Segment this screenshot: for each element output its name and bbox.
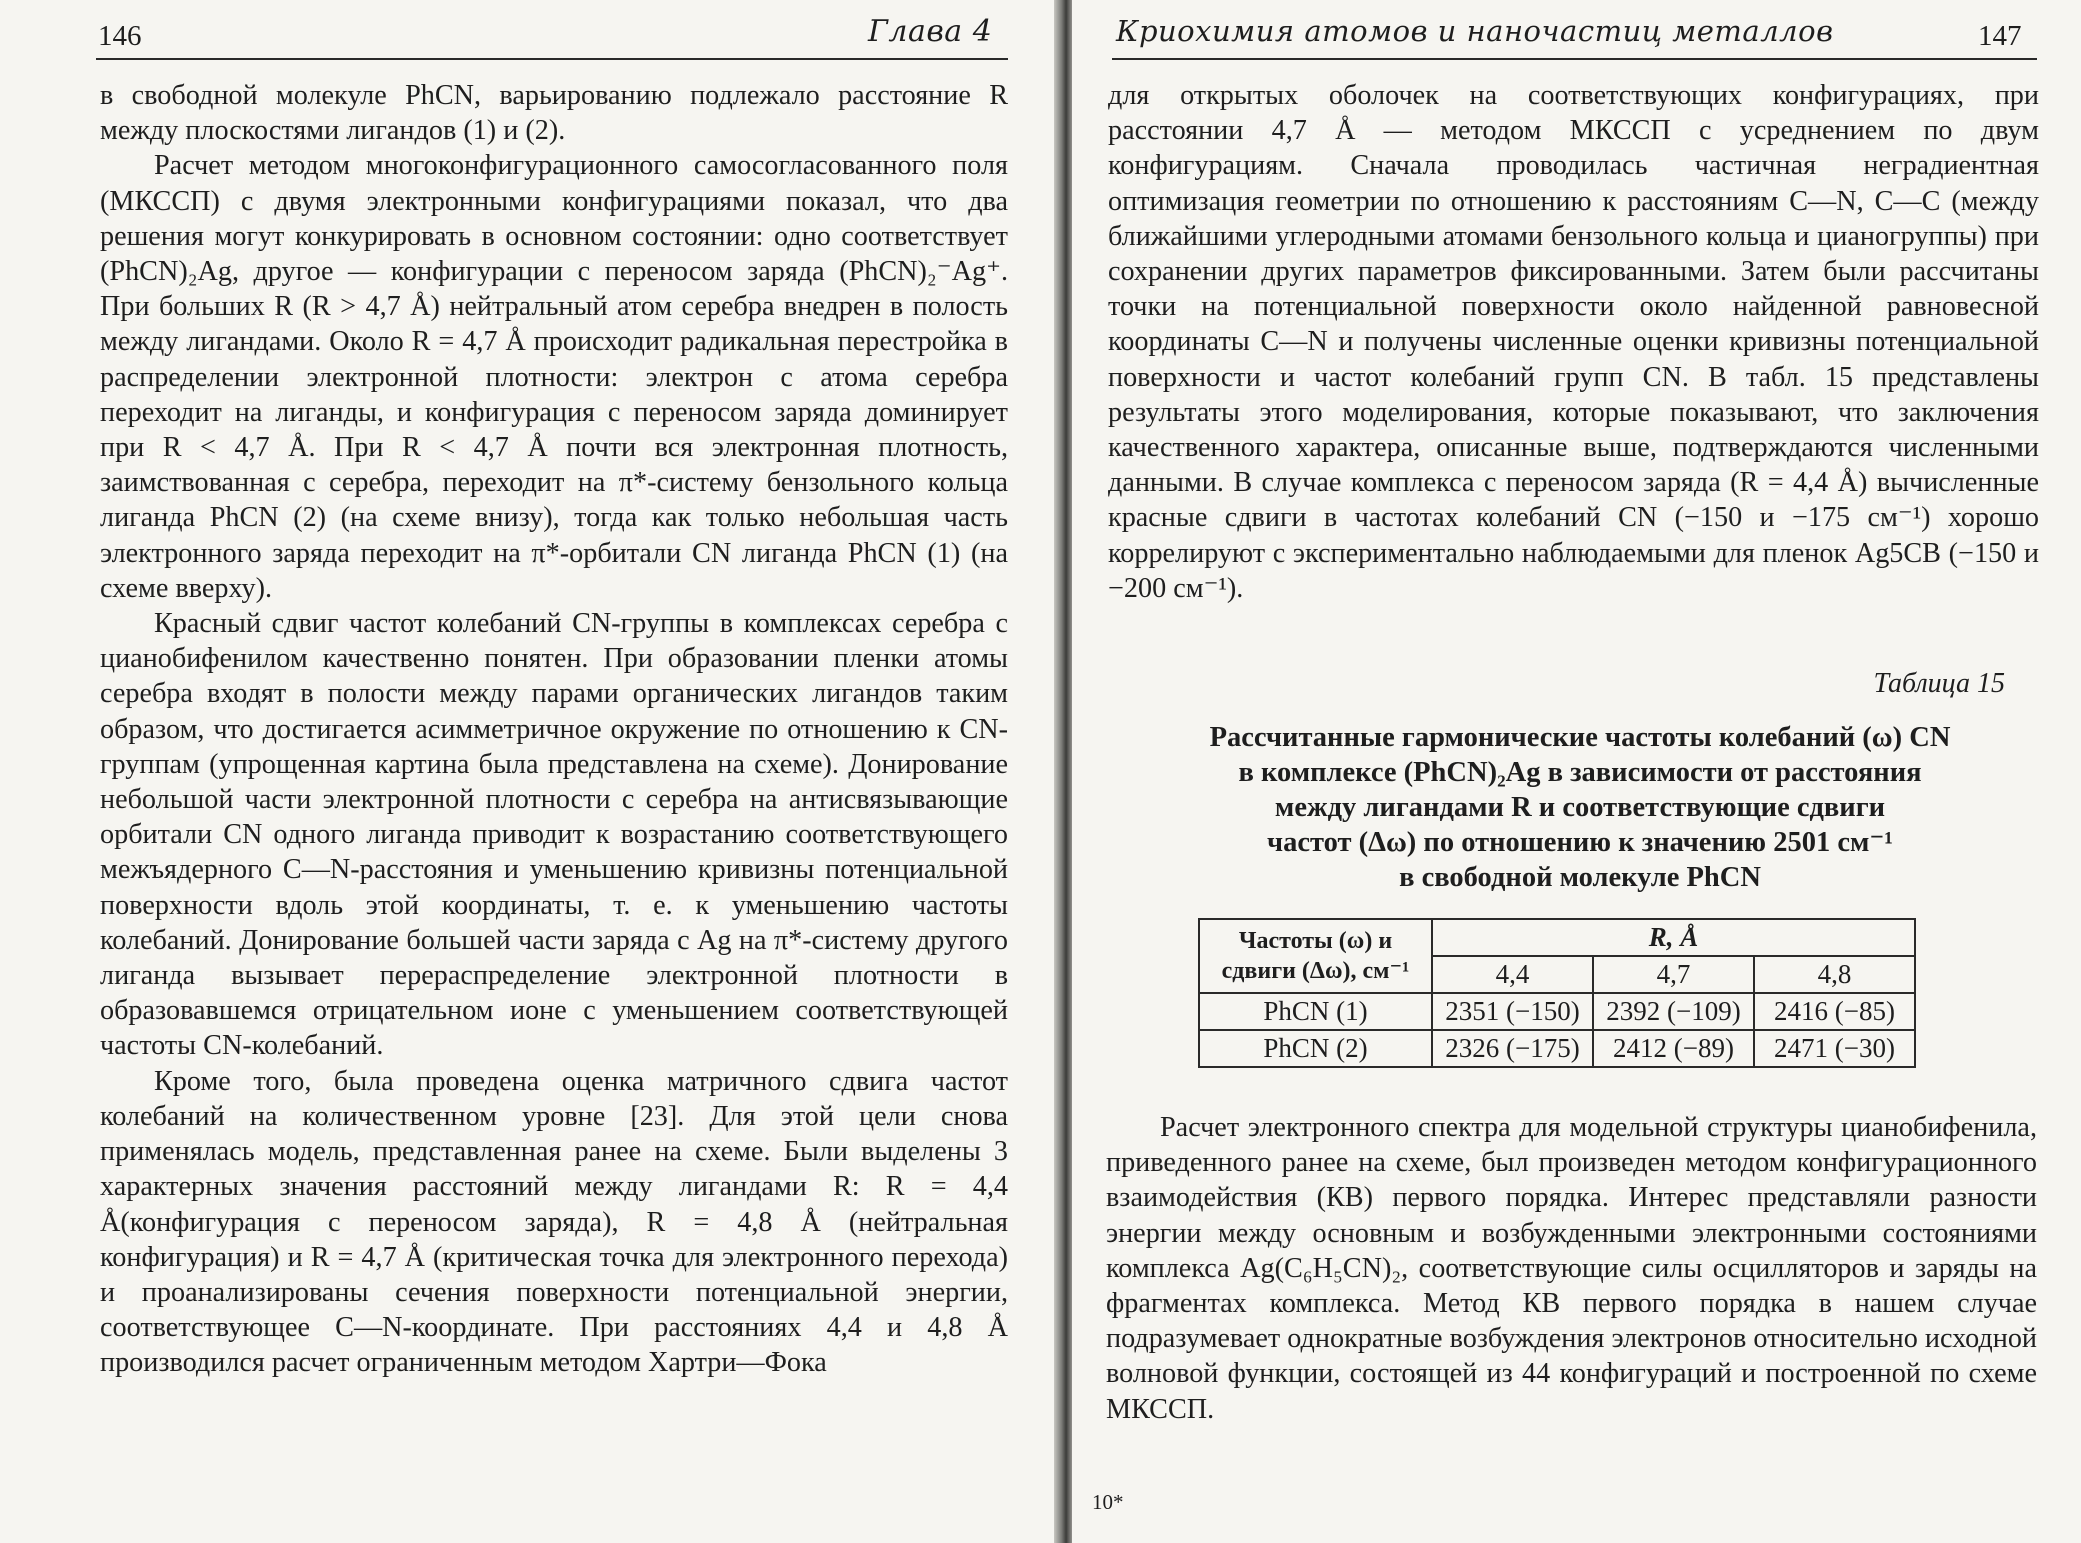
running-title-left: Глава 4 xyxy=(868,14,993,49)
paragraph: Расчет электронного спектра для модельной структуры цианобифенила, приведенного ранее на схеме, был произведен методом конфигурационного взаимодействия (КВ) первого порядка. Интерес представляли разности энергии между основным и возбужденными электронными состояниями комплекса Ag(C₆H₅CN)₂, соответствующие силы осцилляторов и заряды на фрагментах комплекса. Метод КВ первого порядка в нашем случае подразумевает однократные возбуждения электронов относительно исходной волновой функции, состоящей из 44 конфигураций и построенной по схеме МКССП. xyxy=(1106,1112,2037,1425)
r-header-cell: R, Å xyxy=(1432,919,1915,956)
caption-line: в свободной молекуле PhCN xyxy=(1399,862,1761,893)
page-number-right: 147 xyxy=(1978,20,2022,52)
paragraph: для открытых оболочек на соответствующих конфигурациях, при расстоянии 4,7 Å — методом МКССП с усреднением по двум конфигурациям. Сначала проводилась частичная неградиентная оптимизация геометрии по отношению к расстояниям C—N, C—C (между ближайшими углеродными атомами бензольного кольца и цианогруппы) при сохранении других параметров фиксированными. Затем были рассчитаны точки на потенциальной поверхности около найденной равновесной координаты C—N и получены численные оценки кривизны потенциальной поверхности и частот колебаний групп CN. В табл. 15 представлены результаты этого моделирования, которые показывают, что заключения качественного характера, описанные выше, подтверждаются численными данными. В случае комплекса с переносом заряда (R = 4,4 Å) вычисленные красные сдвиги в частотах колебаний CN (−150 и −175 см⁻¹) хорошо коррелируют с экспериментально наблюдаемыми для пленок Ag5CB (−150 и −200 см⁻¹). xyxy=(1108,80,2039,604)
page-number-left: 146 xyxy=(98,20,142,52)
table-cell: 2471 (−30) xyxy=(1754,1030,1915,1067)
row-label: PhCN (1) xyxy=(1199,993,1432,1030)
table-row xyxy=(1199,993,1915,1030)
header-rule-left xyxy=(96,58,1008,60)
column-header: 4,8 xyxy=(1754,956,1915,993)
running-title-right: Криохимия атомов и наночастиц металлов xyxy=(1116,14,1834,48)
paragraph: Красный сдвиг частот колебаний CN-группы в комплексах серебра с цианобифенилом качественно понятен. При образовании пленки атомы серебра входят в полости между парами органических лигандов таким образом, что достигается асимметричное окружение по отношению к CN-группам (упрощенная картина была представлена на схеме). Донирование небольшой части электронной плотности с серебра на антисвязывающие орбитали CN одного лиганда приводит к возрастанию соответствующего межъядерного C—N-расстояния и уменьшению кривизны потенциальной поверхности вдоль этой координаты, т. е. к уменьшению частоты колебаний. Донирование большей части заряда с Ag на π*-систему другого лиганда вызывает перераспределение электронной плотности в образовавшемся отрицательном ионе с уменьшением соответствующей частоты CN-колебаний. xyxy=(100,608,1008,1062)
table-row xyxy=(1199,1030,1915,1067)
row-header-line: сдвиги (Δω), см⁻¹ xyxy=(1221,958,1410,984)
table-label: Таблица 15 xyxy=(1873,668,2005,699)
table-header-row xyxy=(1199,919,1915,956)
column-header: 4,7 xyxy=(1593,956,1754,993)
caption-line: Рассчитанные гармонические частоты колебаний (ω) CN xyxy=(1209,722,1951,753)
table-cell: 2392 (−109) xyxy=(1593,993,1754,1030)
table-cell: 2351 (−150) xyxy=(1432,993,1593,1030)
caption-line: частот (Δω) по отношению к значению 2501 см⁻¹ xyxy=(1267,827,1893,858)
paragraph: в свободной молекуле PhCN, варьированию подлежало расстояние R между плоскостями лигандов (1) и (2). xyxy=(100,80,1008,147)
caption-line: между лигандами R и соответствующие сдвиги xyxy=(1274,792,1886,823)
right-body-text-top xyxy=(1108,78,2039,606)
right-body-text-bottom xyxy=(1106,1110,2037,1427)
frequency-table xyxy=(1198,918,1916,1068)
header-rule-right xyxy=(1112,58,2037,60)
caption-line: в комплексе (PhCN)₂Ag в зависимости от расстояния xyxy=(1238,757,1922,788)
left-body-text xyxy=(100,78,1008,1381)
table-cell: 2412 (−89) xyxy=(1593,1030,1754,1067)
row-label: PhCN (2) xyxy=(1199,1030,1432,1067)
paragraph: Кроме того, была проведена оценка матричного сдвига частот колебаний на количественном уровне [23]. Для этой цели снова применялась модель, представленная ранее на схеме. Были выделены 3 характерных значения расстояний между лигандами R: R = 4,4 Å(конфигурация с переносом заряда), R = 4,8 Å (нейтральная конфигурация) и R = 4,7 Å (критическая точка для электронного перехода) и проанализированы сечения поверхности потенциальной энергии, соответствующее C—N-координате. При расстояниях 4,4 и 4,8 Å производился расчет ограниченным методом Хартри—Фока xyxy=(100,1065,1008,1379)
column-header: 4,4 xyxy=(1432,956,1593,993)
table-cell: 2416 (−85) xyxy=(1754,993,1915,1030)
paragraph: Расчет методом многоконфигурационного самосогласованного поля (МКССП) с двумя электронными конфигурациями показал, что два решения могут конкурировать в основном состоянии: одно соответствует (PhCN)₂Ag, другое — конфигурации с переносом заряда (PhCN)₂⁻Ag⁺. При больших R (R > 4,7 Å) нейтральный атом серебра внедрен в полость между лигандами. Около R = 4,7 Å происходит радикальная перестройка в распределении электронной плотности: электрон с атома серебра переходит на лиганды, и конфигурация с переносом заряда доминирует при R < 4,7 Å. При R < 4,7 Å почти вся электронная плотность, заимствованная с серебра, переходит на π*-систему бензольного кольца лиганда PhCN (2) (на схеме внизу), тогда как только небольшая часть электронного заряда переходит на π*-орбитали CN лиганда PhCN (1) (на схеме вверху). xyxy=(100,150,1008,604)
table-cell: 2326 (−175) xyxy=(1432,1030,1593,1067)
row-header-line: Частоты (ω) и xyxy=(1238,928,1393,954)
row-header-cell xyxy=(1199,919,1432,993)
signature-mark: 10* xyxy=(1092,1490,1124,1514)
table-caption xyxy=(1130,720,2030,895)
